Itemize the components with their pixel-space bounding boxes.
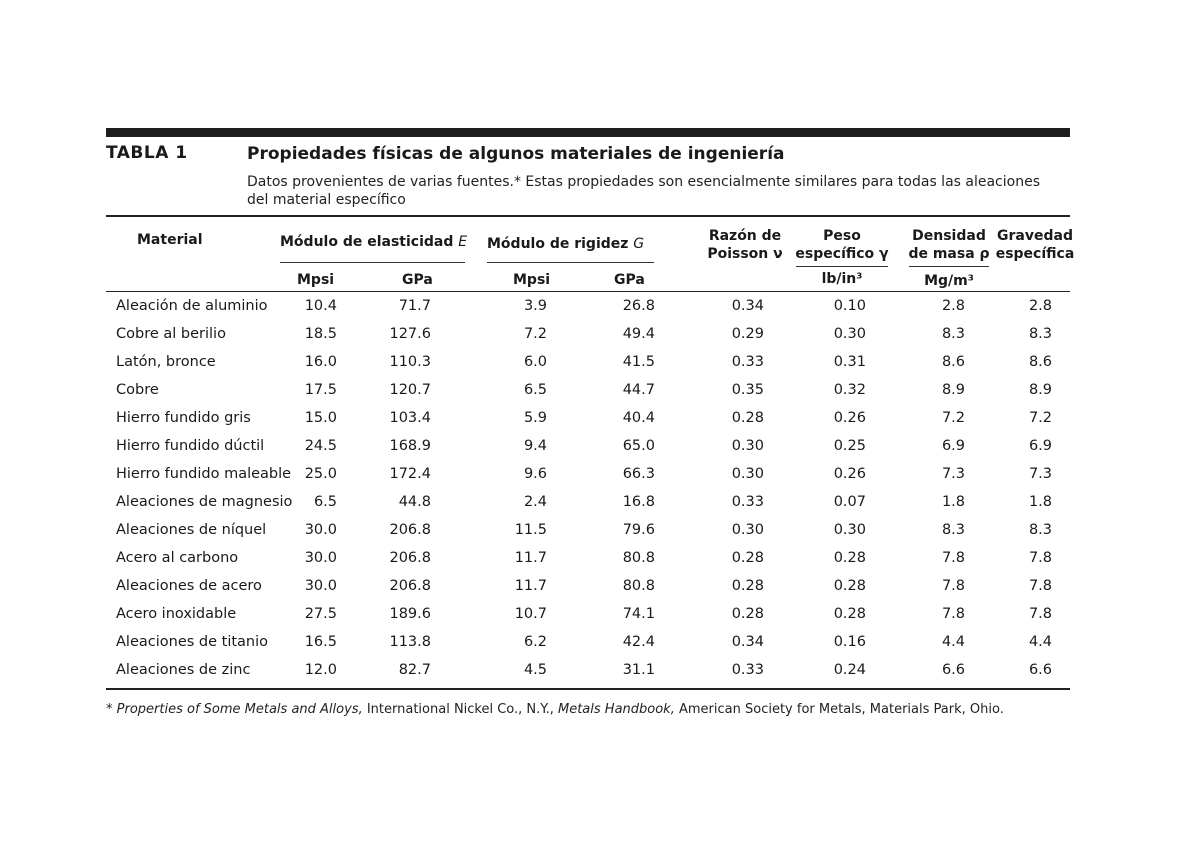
cell-density: 1.8 — [941, 494, 965, 510]
cell-material: Acero inoxidable — [116, 606, 237, 622]
header-density-line-2: de masa ρ — [908, 246, 990, 262]
table-subtitle — [247, 173, 1072, 209]
header-top-rule — [106, 215, 1070, 217]
cell-e-mpsi: 16.5 — [304, 634, 337, 650]
header-poisson-line-2: Poisson ν — [707, 246, 783, 262]
cell-material: Acero al carbono — [116, 550, 239, 566]
cell-weight: 0.28 — [833, 578, 866, 594]
cell-gravity: 7.8 — [1028, 578, 1052, 594]
unit-g-gpa: GPa — [614, 272, 645, 288]
cell-density: 4.4 — [941, 634, 965, 650]
cell-e-gpa: 206.8 — [389, 550, 431, 566]
cell-material: Aleaciones de zinc — [116, 662, 251, 678]
cell-density: 8.3 — [941, 326, 965, 342]
cell-material: Aleaciones de magnesio — [116, 494, 293, 510]
cell-poisson: 0.30 — [731, 438, 764, 454]
header-weight-line-2: específico γ — [795, 246, 889, 262]
cell-material: Aleaciones de titanio — [116, 634, 269, 650]
cell-gravity: 8.9 — [1028, 382, 1052, 398]
header-elasticity — [280, 233, 467, 251]
cell-g-mpsi: 3.9 — [523, 298, 547, 314]
cell-g-mpsi: 6.5 — [523, 382, 547, 398]
cell-gravity: 8.3 — [1028, 522, 1052, 538]
header-bottom-rule — [106, 291, 1070, 292]
cell-e-mpsi: 24.5 — [304, 438, 337, 454]
cell-weight: 0.30 — [833, 522, 866, 538]
cell-weight: 0.16 — [833, 634, 866, 650]
cell-e-gpa: 110.3 — [389, 354, 431, 370]
cell-e-mpsi: 17.5 — [304, 382, 337, 398]
unit-g-mpsi: Mpsi — [513, 272, 551, 288]
subtitle-line-1: Datos provenientes de varias fuentes.* Estas propiedades son esencialmente similares para todas las aleaciones — [247, 174, 1040, 190]
table-title: Propiedades físicas de algunos materiales de ingeniería — [247, 144, 785, 164]
cell-g-gpa: 79.6 — [622, 522, 655, 538]
cell-e-mpsi: 27.5 — [304, 606, 337, 622]
cell-weight: 0.26 — [833, 410, 866, 426]
cell-material: Hierro fundido maleable — [116, 466, 292, 482]
cell-g-gpa: 74.1 — [622, 606, 655, 622]
cell-density: 8.6 — [941, 354, 965, 370]
cell-e-gpa: 103.4 — [389, 410, 431, 426]
cell-weight: 0.25 — [833, 438, 866, 454]
header-elasticity-symbol: E — [458, 234, 468, 250]
header-elasticity-label: Módulo de elasticidad — [280, 234, 454, 250]
cell-g-mpsi: 9.4 — [523, 438, 547, 454]
unit-weight: lb/in³ — [821, 271, 863, 287]
header-gravity-line-1: Gravedad — [997, 228, 1073, 244]
cell-weight: 0.30 — [833, 326, 866, 342]
cell-gravity: 7.2 — [1028, 410, 1052, 426]
cell-density: 8.3 — [941, 522, 965, 538]
cell-material: Hierro fundido gris — [116, 410, 251, 426]
cell-weight: 0.32 — [833, 382, 866, 398]
cell-gravity: 4.4 — [1028, 634, 1052, 650]
unit-density: Mg/m³ — [924, 273, 974, 289]
cell-g-gpa: 49.4 — [622, 326, 655, 342]
cell-gravity: 7.3 — [1028, 466, 1052, 482]
footnote-source-2: Metals Handbook, — [558, 702, 675, 717]
header-density — [905, 227, 993, 263]
cell-g-mpsi: 11.7 — [514, 578, 547, 594]
cell-g-mpsi: 7.2 — [523, 326, 547, 342]
header-rigidity — [487, 235, 644, 253]
cell-g-gpa: 41.5 — [622, 354, 655, 370]
cell-density: 7.8 — [941, 606, 965, 622]
cell-e-gpa: 113.8 — [389, 634, 431, 650]
cell-poisson: 0.30 — [731, 522, 764, 538]
cell-material: Latón, bronce — [116, 354, 216, 370]
header-gravity-line-2: específica — [995, 246, 1075, 262]
cell-g-mpsi: 6.2 — [523, 634, 547, 650]
cell-e-mpsi: 15.0 — [304, 410, 337, 426]
footnote-star: * — [106, 702, 117, 717]
cell-weight: 0.28 — [833, 606, 866, 622]
cell-g-gpa: 65.0 — [622, 438, 655, 454]
cell-e-mpsi: 16.0 — [304, 354, 337, 370]
cell-g-mpsi: 5.9 — [523, 410, 547, 426]
cell-gravity: 7.8 — [1028, 550, 1052, 566]
cell-poisson: 0.33 — [731, 354, 764, 370]
cell-g-mpsi: 11.7 — [514, 550, 547, 566]
cell-e-mpsi: 12.0 — [304, 662, 337, 678]
cell-weight: 0.10 — [833, 298, 866, 314]
cell-material: Aleación de aluminio — [116, 298, 268, 314]
cell-density: 7.8 — [941, 578, 965, 594]
cell-poisson: 0.29 — [731, 326, 764, 342]
cell-g-gpa: 44.7 — [622, 382, 655, 398]
cell-poisson: 0.28 — [731, 606, 764, 622]
cell-e-mpsi: 18.5 — [304, 326, 337, 342]
header-weight — [792, 227, 892, 263]
cell-g-mpsi: 4.5 — [523, 662, 547, 678]
cell-g-gpa: 66.3 — [622, 466, 655, 482]
elasticity-underline — [280, 262, 465, 263]
cell-weight: 0.28 — [833, 550, 866, 566]
cell-e-gpa: 71.7 — [398, 298, 431, 314]
cell-e-gpa: 189.6 — [389, 606, 431, 622]
cell-material: Cobre al berilio — [116, 326, 226, 342]
subtitle-line-2: del material específico — [247, 192, 406, 208]
cell-e-mpsi: 6.5 — [313, 494, 337, 510]
cell-e-mpsi: 30.0 — [304, 550, 337, 566]
rigidity-underline — [487, 262, 654, 263]
cell-g-mpsi: 9.6 — [523, 466, 547, 482]
cell-gravity: 2.8 — [1028, 298, 1052, 314]
cell-poisson: 0.33 — [731, 494, 764, 510]
cell-e-gpa: 168.9 — [389, 438, 431, 454]
cell-material: Aleaciones de níquel — [116, 522, 267, 538]
header-density-line-1: Densidad — [912, 228, 986, 244]
cell-e-mpsi: 10.4 — [304, 298, 337, 314]
cell-gravity: 6.9 — [1028, 438, 1052, 454]
cell-gravity: 8.3 — [1028, 326, 1052, 342]
cell-e-mpsi: 30.0 — [304, 578, 337, 594]
header-poisson — [700, 227, 790, 263]
cell-e-gpa: 44.8 — [398, 494, 431, 510]
cell-gravity: 1.8 — [1028, 494, 1052, 510]
cell-g-mpsi: 11.5 — [514, 522, 547, 538]
cell-material: Cobre — [116, 382, 159, 398]
cell-density: 7.3 — [941, 466, 965, 482]
cell-poisson: 0.28 — [731, 550, 764, 566]
cell-poisson: 0.28 — [731, 578, 764, 594]
cell-density: 6.6 — [941, 662, 965, 678]
cell-poisson: 0.30 — [731, 466, 764, 482]
cell-poisson: 0.28 — [731, 410, 764, 426]
cell-e-mpsi: 30.0 — [304, 522, 337, 538]
cell-g-gpa: 16.8 — [622, 494, 655, 510]
cell-g-gpa: 40.4 — [622, 410, 655, 426]
header-material: Material — [137, 232, 203, 248]
unit-e-gpa: GPa — [402, 272, 433, 288]
cell-g-mpsi: 2.4 — [523, 494, 547, 510]
cell-gravity: 6.6 — [1028, 662, 1052, 678]
footnote-source-1-publisher: International Nickel Co., N.Y., — [362, 702, 558, 717]
footnote-source-2-publisher: American Society for Metals, Materials Park, Ohio. — [674, 702, 1004, 717]
cell-g-gpa: 80.8 — [622, 550, 655, 566]
table-bottom-rule — [106, 688, 1070, 690]
cell-e-gpa: 82.7 — [398, 662, 431, 678]
cell-density: 7.2 — [941, 410, 965, 426]
cell-weight: 0.31 — [833, 354, 866, 370]
cell-e-gpa: 120.7 — [389, 382, 431, 398]
cell-density: 6.9 — [941, 438, 965, 454]
cell-material: Hierro fundido dúctil — [116, 438, 265, 454]
weight-underline — [796, 266, 888, 267]
cell-weight: 0.26 — [833, 466, 866, 482]
cell-poisson: 0.33 — [731, 662, 764, 678]
cell-poisson: 0.34 — [731, 298, 764, 314]
cell-weight: 0.24 — [833, 662, 866, 678]
unit-e-mpsi: Mpsi — [297, 272, 335, 288]
cell-g-mpsi: 6.0 — [523, 354, 547, 370]
top-rule — [106, 128, 1070, 137]
cell-material: Aleaciones de acero — [116, 578, 262, 594]
table-label: TABLA 1 — [106, 143, 188, 163]
cell-g-mpsi: 10.7 — [514, 606, 547, 622]
cell-e-gpa: 206.8 — [389, 522, 431, 538]
cell-g-gpa: 80.8 — [622, 578, 655, 594]
density-underline — [909, 266, 989, 267]
cell-density: 8.9 — [941, 382, 965, 398]
cell-e-gpa: 172.4 — [389, 466, 431, 482]
cell-poisson: 0.35 — [731, 382, 764, 398]
cell-e-gpa: 206.8 — [389, 578, 431, 594]
header-rigidity-symbol: G — [633, 236, 645, 252]
cell-poisson: 0.34 — [731, 634, 764, 650]
cell-weight: 0.07 — [833, 494, 866, 510]
cell-gravity: 8.6 — [1028, 354, 1052, 370]
cell-density: 2.8 — [941, 298, 965, 314]
header-gravity — [995, 227, 1075, 263]
cell-g-gpa: 31.1 — [622, 662, 655, 678]
footnote-source-1: Properties of Some Metals and Alloys, — [116, 702, 363, 717]
header-rigidity-label: Módulo de rigidez — [487, 236, 629, 252]
footnote — [106, 702, 1004, 717]
header-weight-line-1: Peso — [823, 228, 861, 244]
cell-e-gpa: 127.6 — [389, 326, 431, 342]
cell-gravity: 7.8 — [1028, 606, 1052, 622]
cell-density: 7.8 — [941, 550, 965, 566]
header-poisson-line-1: Razón de — [708, 228, 782, 244]
cell-g-gpa: 42.4 — [622, 634, 655, 650]
cell-e-mpsi: 25.0 — [304, 466, 337, 482]
cell-g-gpa: 26.8 — [622, 298, 655, 314]
